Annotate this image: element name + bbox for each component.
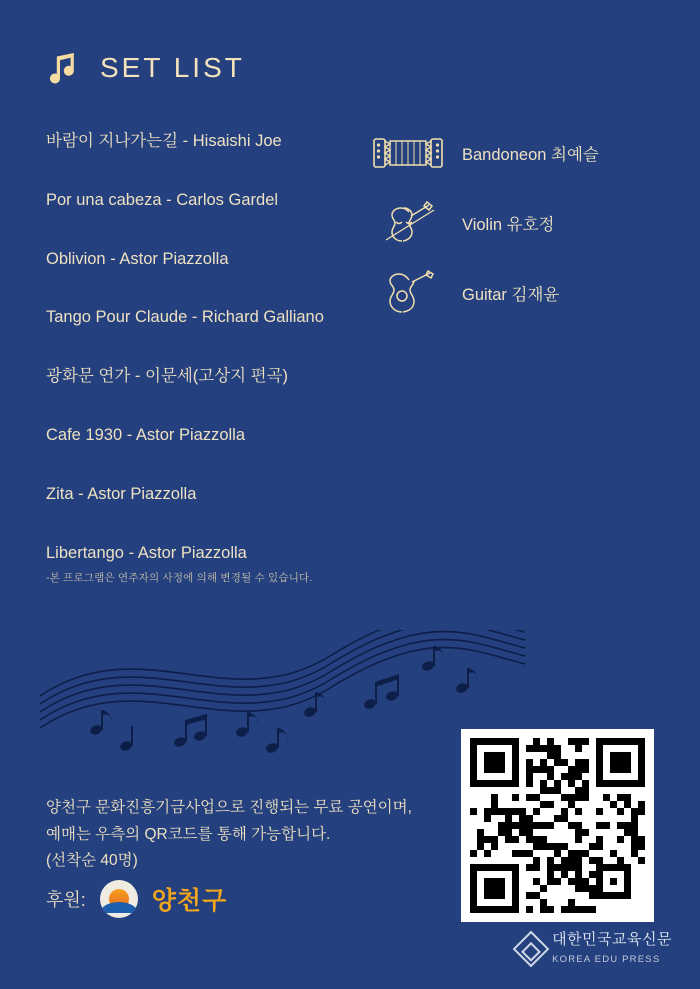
performer-label: Guitar 김재윤 <box>462 286 560 304</box>
bandoneon-icon <box>372 130 444 176</box>
list-item: Oblivion - Astor Piazzolla <box>46 249 229 268</box>
publisher-logo <box>518 931 672 967</box>
performer-guitar <box>372 270 652 316</box>
sponsor-name: 양천구 <box>151 887 228 915</box>
list-item: Tango Pour Claude - Richard Galliano <box>46 308 324 327</box>
performer-list <box>372 130 652 340</box>
song-list <box>46 132 406 563</box>
booking-info-line-1: 양천구 문화진흥기금사업으로 진행되는 무료 공연이며, <box>46 799 412 816</box>
list-item: Cafe 1930 - Astor Piazzolla <box>46 425 246 444</box>
page-title: SET LIST <box>100 52 245 83</box>
setlist-header <box>48 48 245 88</box>
booking-info <box>46 795 436 875</box>
performer-label: Violin 유호정 <box>462 216 555 234</box>
list-item: 바람이 지나가는길 - Hisaishi Joe <box>46 132 282 150</box>
sponsor-block <box>46 880 227 918</box>
list-item: 광화문 연가 - 이문세(고상지 편곡) <box>46 367 289 386</box>
list-item: Por una cabeza - Carlos Gardel <box>46 190 279 209</box>
performer-violin <box>372 200 652 246</box>
publisher-name-en: KOREA EDU PRESS <box>552 954 661 965</box>
performer-label: Bandoneon 최예슬 <box>462 146 599 164</box>
performer-bandoneon <box>372 130 652 176</box>
sponsor-label: 후원: <box>46 890 86 910</box>
booking-info-line-2: 예매는 우측의 QR코드를 통해 가능합니다. <box>46 825 331 843</box>
violin-icon <box>372 200 444 246</box>
diamond-logo-icon <box>513 931 550 968</box>
yangcheon-gu-sun-wave-icon <box>100 880 138 918</box>
list-item: Zita - Astor Piazzolla <box>46 484 197 503</box>
guitar-icon <box>372 270 444 316</box>
program-disclaimer: -본 프로그램은 연주자의 사정에 의해 변경될 수 있습니다. <box>46 572 313 584</box>
music-note-icon <box>48 48 82 88</box>
qr-code[interactable] <box>461 729 654 922</box>
publisher-name: 대한민국교육신문 <box>552 931 672 948</box>
booking-info-line-3: (선착순 40명) <box>46 852 138 870</box>
music-staff-decoration <box>30 630 530 770</box>
qr-code-pattern <box>470 738 645 913</box>
list-item: Libertango - Astor Piazzolla <box>46 543 247 562</box>
